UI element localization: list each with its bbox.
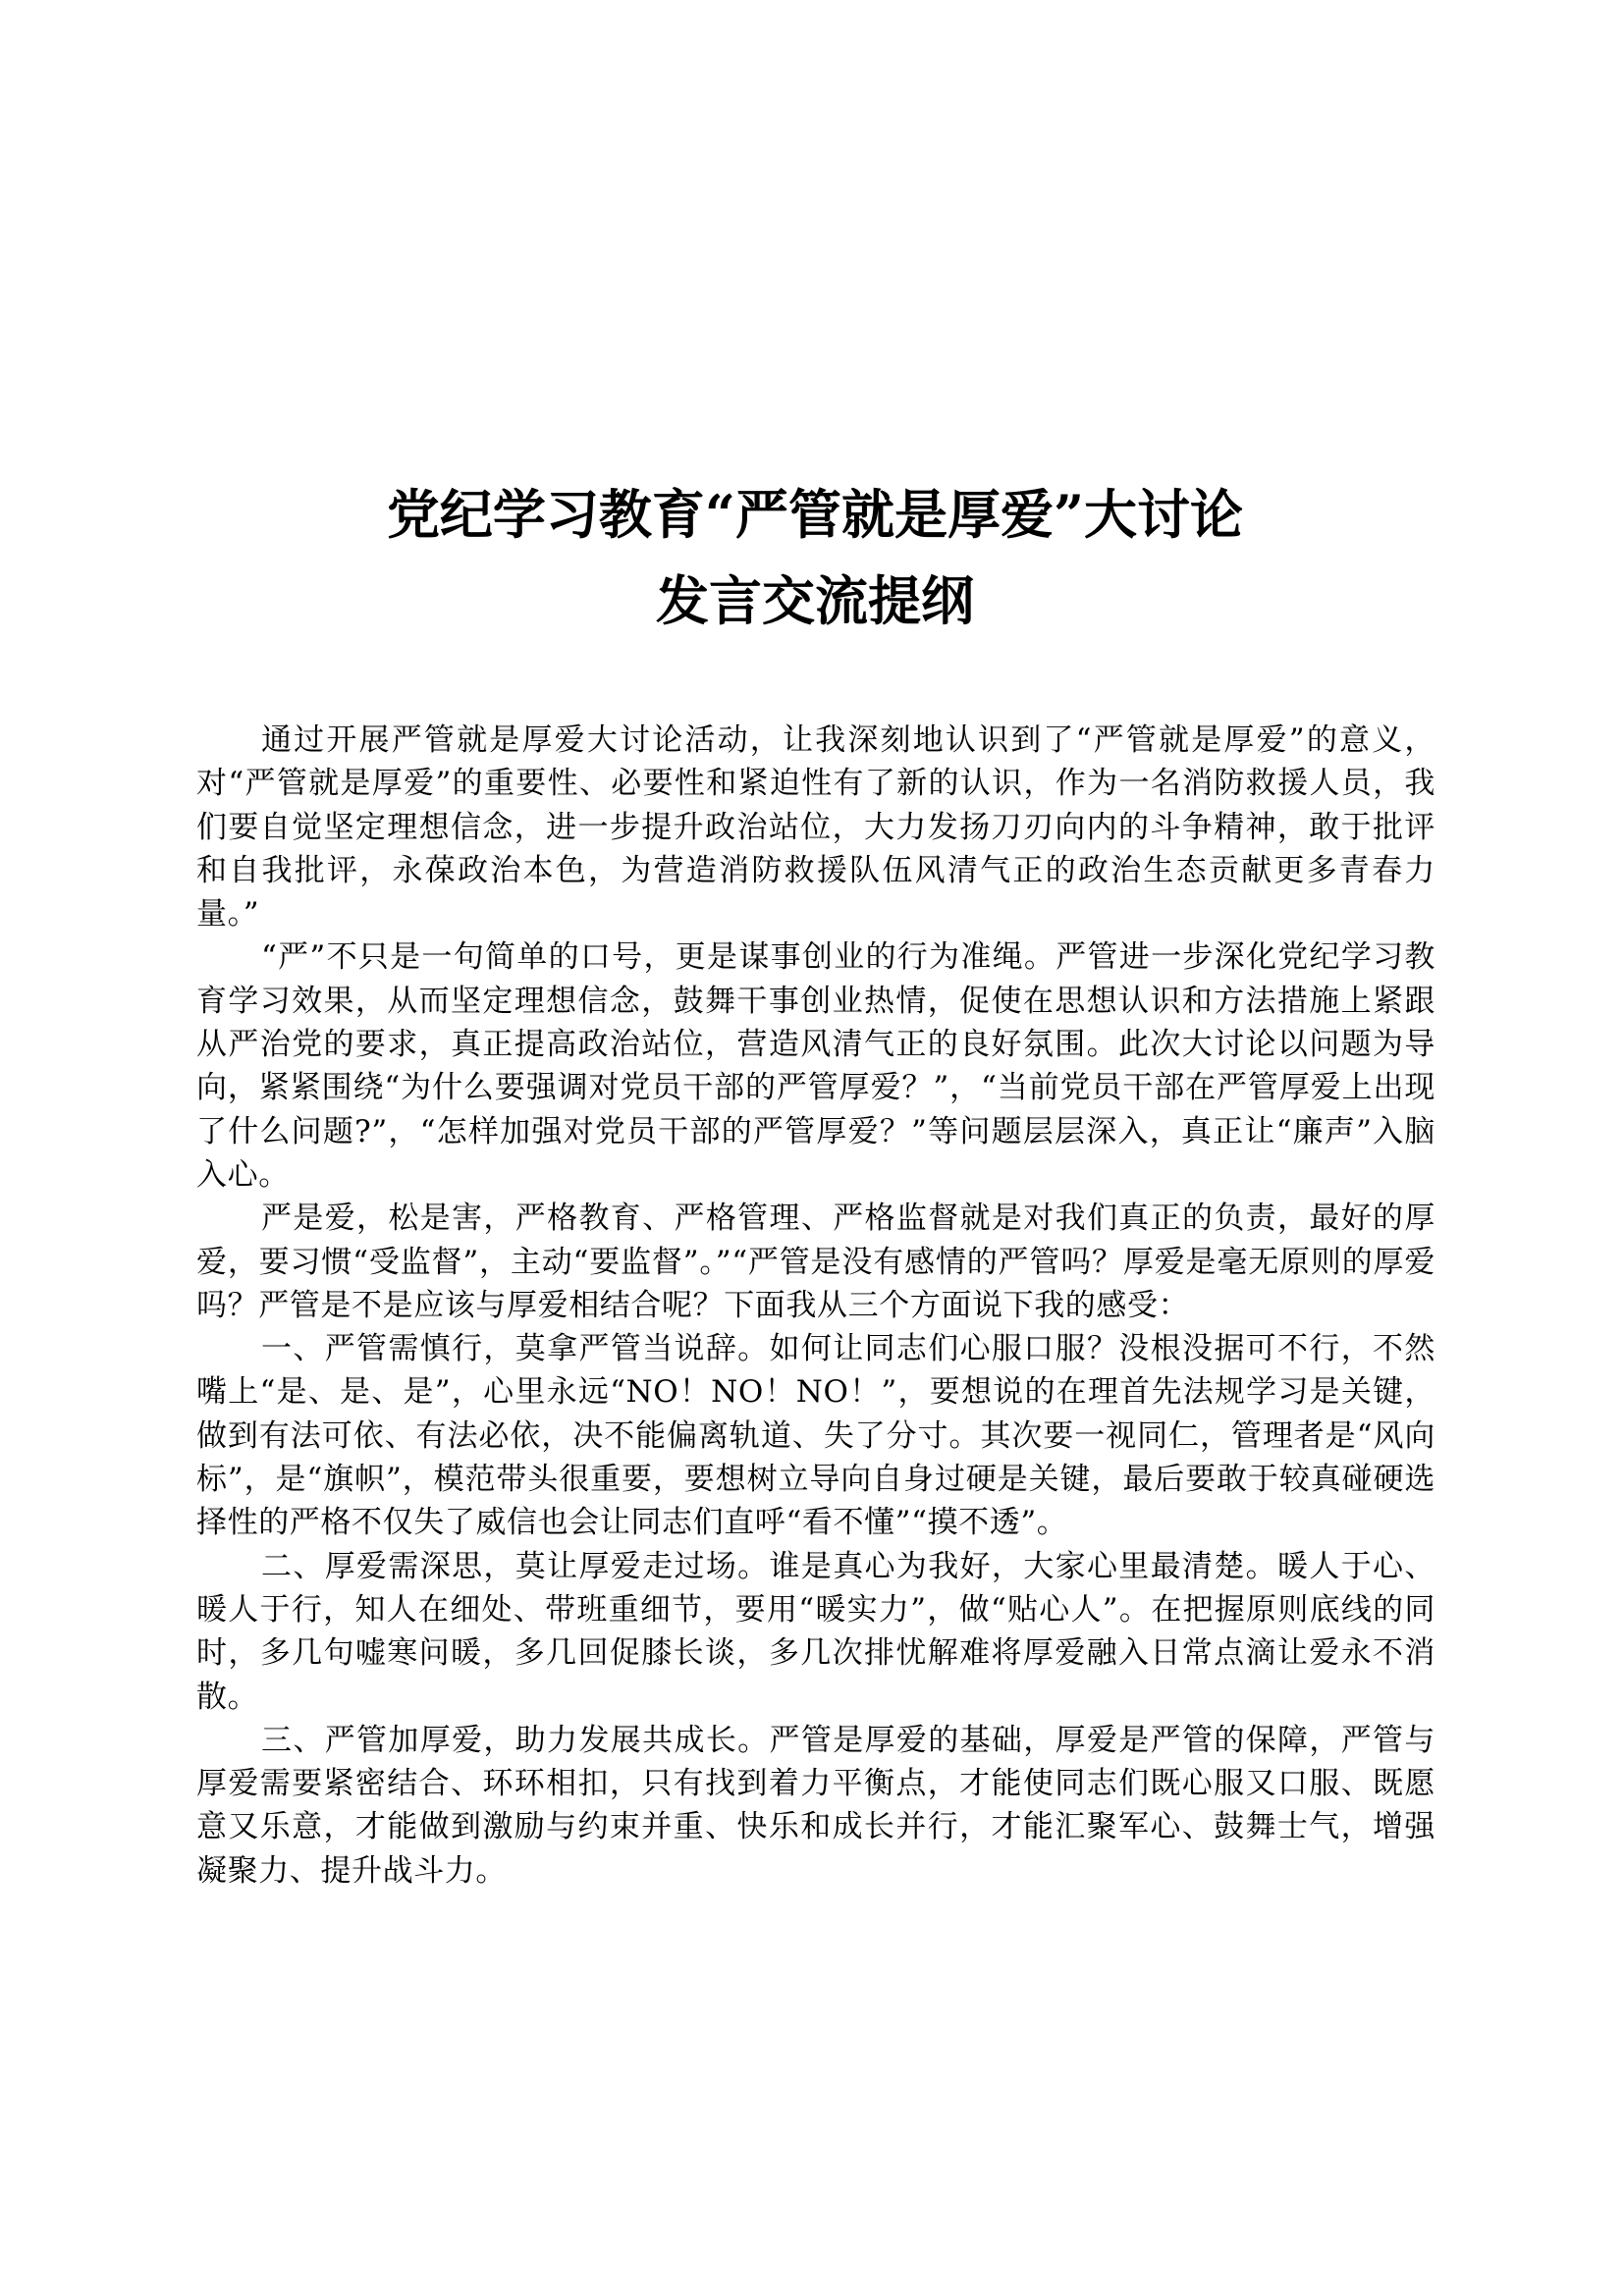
paragraph-strict-meaning: “严”不只是一句简单的口号，更是谋事创业的行为准绳。严管进一步深化党纪学习教育学习效果，从而坚定理想信念，鼓舞干事创业热情，促使在思想认识和方法措施上紧跟从严治党的要求，真正提高政治站位，营造风清气正的良好氛围。此次大讨论以问题为导向，紧紧围绕“为什么要强调对党员干部的严管厚爱？”，“当前党员干部在严管厚爱上出现了什么问题?”，“怎样加强对党员干部的严管厚爱？”等问题层层深入，真正让“廉声”入脑入心。	[196, 939, 1435, 1193]
paragraph-point-one: 一、严管需慎行，莫拿严管当说辞。如何让同志们心服口服？没根没据可不行，不然嘴上“是、是、是”，心里永远“NO！NO！NO！”，要想说的在理首先法规学习是关键，做到有法可依、有法必依，决不能偏离轨道、失了分寸。其次要一视同仁，管理者是“风向标”，是“旗帜”，模范带头很重要，要想树立导向自身过硬是关键，最后要敢于较真碰硬选择性的严格不仅失了威信也会让同志们直呼“看不懂”“摸不透”。	[196, 1331, 1435, 1541]
paragraph-point-two: 二、厚爱需深思，莫让厚爱走过场。谁是真心为我好，大家心里最清楚。暖人于心、暖人于行，知人在细处、带班重细节，要用“暖实力”，做“贴心人”。在把握原则底线的同时，多几句嘘寒问暖，多几回促膝长谈，多几次排忧解难将厚爱融入日常点滴让爱永不消散。	[196, 1548, 1435, 1715]
paragraph-intro: 通过开展严管就是厚爱大讨论活动，让我深刻地认识到了“严管就是厚爱”的意义，对“严管就是厚爱”的重要性、必要性和紧迫性有了新的认识，作为一名消防救援人员，我们要自觉坚定理想信念，进一步提升政治站位，大力发扬刀刃向内的斗争精神，敢于批评和自我批评，永葆政治本色，为营造消防救援队伍风清气正的政治生态贡献更多青春力量。”	[196, 722, 1435, 933]
paragraph-point-three: 三、严管加厚爱，助力发展共成长。严管是厚爱的基础，厚爱是严管的保障，严管与厚爱需要紧密结合、环环相扣，只有找到着力平衡点，才能使同志们既心服又口服、既愿意又乐意，才能做到激励与约束并重、快乐和成长并行，才能汇聚军心、鼓舞士气，增强凝聚力、提升战斗力。	[196, 1722, 1435, 1889]
title-line-2: 发言交流提纲	[656, 569, 974, 632]
title-line-1: 党纪学习教育“严管就是厚爱”大讨论	[386, 483, 1244, 546]
document-title	[196, 471, 1434, 644]
document-body	[196, 719, 1435, 1893]
paragraph-strict-is-love: 严是爱，松是害，严格教育、严格管理、严格监督就是对我们真正的负责，最好的厚爱，要习惯“受监督”，主动“要监督”。”“严管是没有感情的严管吗？厚爱是毫无原则的厚爱吗？严管是不是应该与厚爱相结合呢？下面我从三个方面说下我的感受：	[196, 1201, 1435, 1323]
